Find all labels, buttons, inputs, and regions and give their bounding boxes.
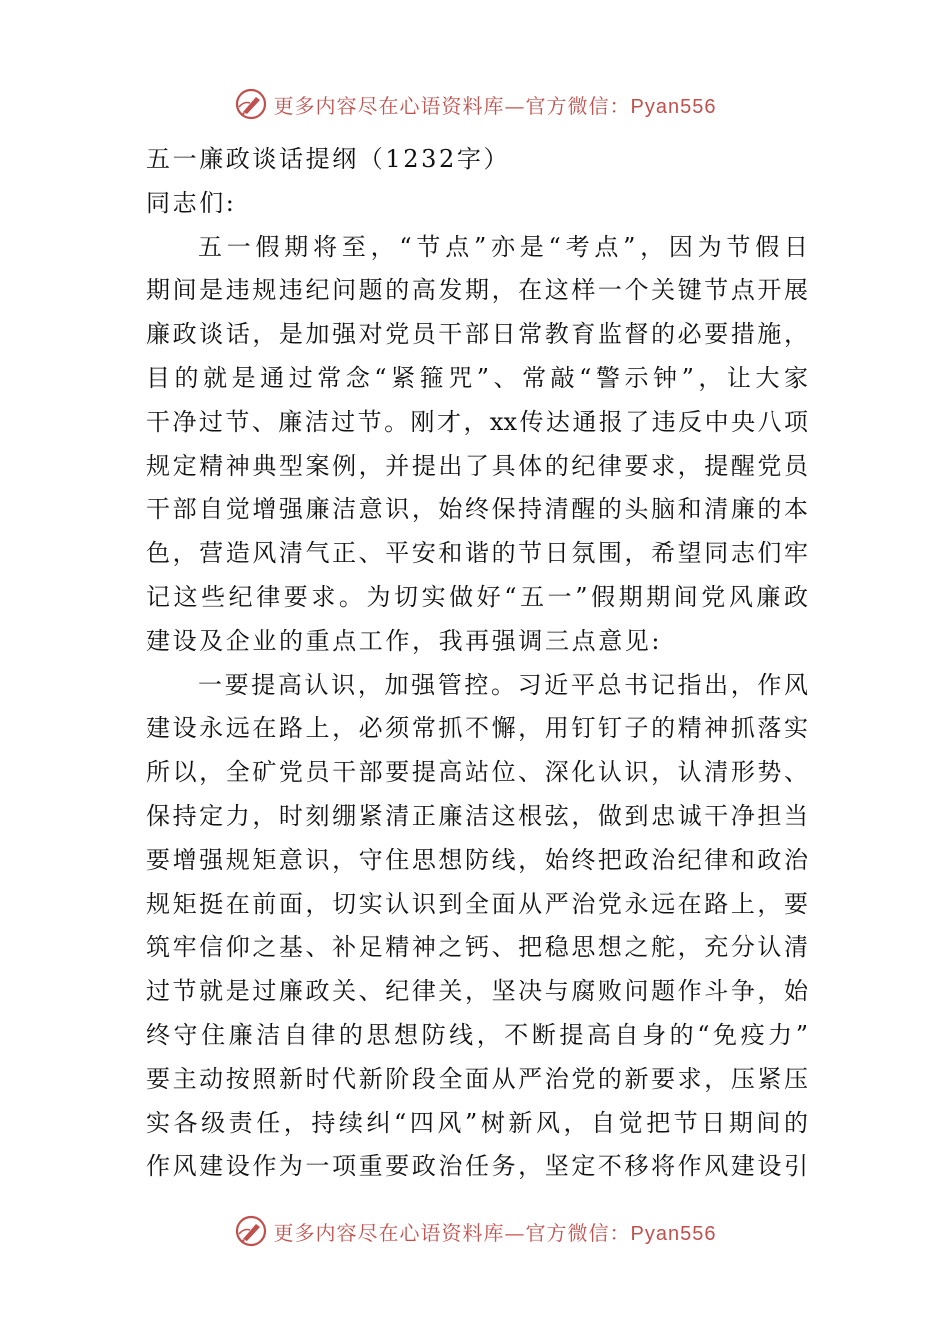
paragraph-line: 保持定力，时刻绷紧清正廉洁这根弦，做到忠诚干净担当 (146, 801, 808, 830)
paragraph-line: 作风建设作为一项重要政治任务，坚定不移将作风建设引 (146, 1152, 808, 1181)
paragraph-line: 建设永远在路上，必须常抓不懈，用钉钉子的精神抓落实 (146, 714, 808, 743)
paragraph-1 (146, 226, 808, 664)
salutation: 同志们: (146, 188, 237, 217)
paragraph-line: 一要提高认识，加强管控。习近平总书记指出，作风 (198, 670, 808, 699)
document-body (146, 138, 808, 1189)
pen-logo-icon (234, 87, 268, 121)
paragraph-line: 色，营造风清气正、平安和谐的节日氛围，希望同志们牢 (146, 539, 808, 568)
paragraph-line: 建设及企业的重点工作，我再强调三点意见: (146, 626, 663, 655)
paragraph-line: 筑牢信仰之基、补足精神之钙、把稳思想之舵，充分认清 (146, 933, 808, 962)
paragraph-line: 所以，全矿党员干部要提高站位、深化认识，认清形势、 (146, 758, 808, 787)
paragraph-line: 期间是违规违纪问题的高发期，在这样一个关键节点开展 (146, 276, 808, 305)
header-wechat-id: Pyan556 (630, 95, 717, 118)
paragraph-line: 干净过节、廉洁过节。刚才，xx传达通报了违反中央八项 (146, 407, 808, 436)
paragraph-line: 五一假期将至，“节点”亦是“考点”，因为节假日 (198, 232, 808, 261)
paragraph-line: 过节就是过廉政关、纪律关，坚决与腐败问题作斗争，始 (146, 977, 808, 1006)
document-title: 五一廉政谈话提纲（1232字） (146, 145, 511, 173)
paragraph-line: 实各级责任，持续纠“四风”树新风，自觉把节日期间的 (146, 1108, 808, 1137)
pen-logo-icon (234, 1214, 268, 1248)
paragraph-line: 规定精神典型案例，并提出了具体的纪律要求，提醒党员 (146, 451, 808, 480)
footer-watermark-banner (0, 1211, 950, 1251)
header-watermark-text: 更多内容尽在心语资料库—官方微信：Pyan556 (273, 93, 717, 118)
paragraph-line: 目的就是通过常念“紧箍咒”、常敲“警示钟”，让大家 (146, 363, 808, 392)
footer-watermark-text: 更多内容尽在心语资料库—官方微信：Pyan556 (273, 1220, 717, 1245)
paragraph-line: 终守住廉洁自律的思想防线，不断提高自身的“免疫力” (146, 1020, 808, 1049)
header-watermark-banner (0, 84, 950, 124)
paragraph-line: 规矩挺在前面，切实认识到全面从严治党永远在路上，要 (146, 889, 808, 918)
paragraph-line: 廉政谈话，是加强对党员干部日常教育监督的必要措施， (146, 320, 808, 349)
paragraph-2 (146, 664, 808, 1190)
footer-wechat-id: Pyan556 (630, 1222, 717, 1245)
paragraph-line: 记这些纪律要求。为切实做好“五一”假期期间党风廉政 (146, 582, 808, 611)
paragraph-line: 要增强规矩意识，守住思想防线，始终把政治纪律和政治 (146, 845, 808, 874)
paragraph-line: 干部自觉增强廉洁意识，始终保持清醒的头脑和清廉的本 (146, 495, 808, 524)
paragraph-line: 要主动按照新时代新阶段全面从严治党的新要求，压紧压 (146, 1064, 808, 1093)
